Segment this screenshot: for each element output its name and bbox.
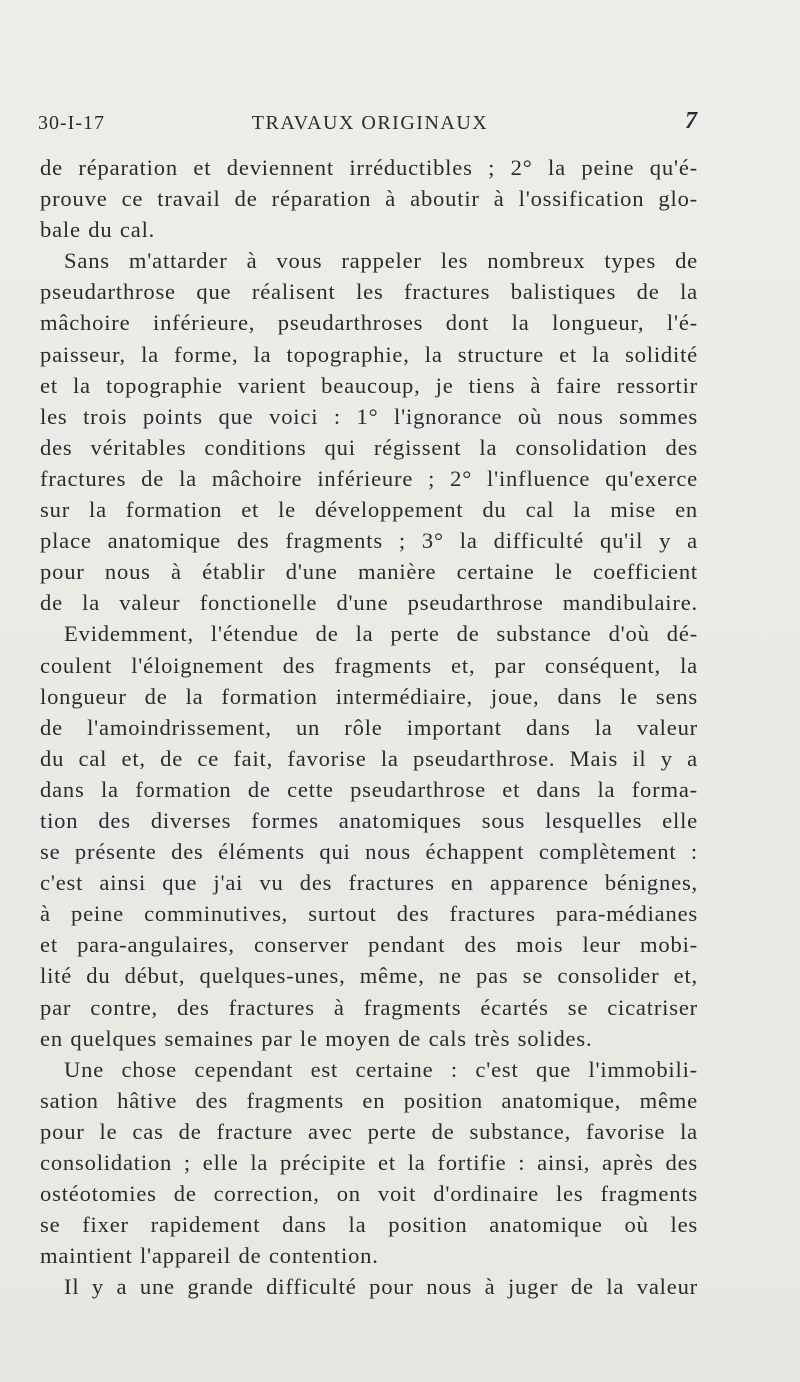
text-line: pour nous à établir d'une manière certaine le coefficient <box>40 559 698 585</box>
text-line: et la topographie varient beaucoup, je tiens à faire ressortir <box>40 372 698 398</box>
text-line: se présente des éléments qui nous échappent complètement : <box>40 839 698 865</box>
text-line: dans la formation de cette pseudarthrose et dans la forma- <box>40 776 698 802</box>
text-line: pour le cas de fracture avec perte de substance, favorise la <box>40 1118 698 1144</box>
text-line: Il y a une grande difficulté pour nous à juger de la valeur <box>64 1274 698 1300</box>
text-line: en quelques semaines par le moyen de cals très solides. <box>40 1025 593 1051</box>
header-date: 30-I-17 <box>38 112 105 134</box>
text-line: ostéotomies de correction, on voit d'ordinaire les fragments <box>40 1181 698 1207</box>
text-line: se fixer rapidement dans la position anatomique où les <box>40 1212 698 1238</box>
text-line: mâchoire inférieure, pseudarthroses dont la longueur, l'é- <box>40 310 698 336</box>
text-line: par contre, des fractures à fragments écartés se cicatriser <box>40 994 698 1020</box>
text-line: de réparation et deviennent irréductibles ; 2° la peine qu'é- <box>40 155 698 180</box>
text-line: du cal et, de ce fait, favorise la pseudarthrose. Mais il y a <box>40 745 698 771</box>
header-title: TRAVAUX ORIGINAUX <box>251 112 489 134</box>
text-line: consolidation ; elle la précipite et la fortifie : ainsi, après des <box>40 1150 698 1175</box>
running-header <box>38 108 702 138</box>
text-line: les trois points que voici : 1° l'ignorance où nous sommes <box>40 403 698 429</box>
text-line: de la valeur fonctionelle d'une pseudarthrose mandibulaire. <box>40 590 698 616</box>
text-line: Evidemment, l'étendue de la perte de substance d'où dé- <box>64 621 698 647</box>
text-line: Une chose cependant est certaine : c'est que l'immobili- <box>64 1056 698 1082</box>
text-line: Sans m'attarder à vous rappeler les nombreux types de <box>64 248 698 274</box>
text-line: coulent l'éloignement des fragments et, par conséquent, la <box>40 652 698 678</box>
text-line: paisseur, la forme, la topographie, la structure et la solidité <box>40 341 698 367</box>
text-line: des véritables conditions qui régissent la consolidation des <box>40 434 698 460</box>
text-line: maintient l'appareil de contention. <box>40 1243 379 1269</box>
text-line: fractures de la mâchoire inférieure ; 2° l'influence qu'exerce <box>40 465 698 491</box>
text-line: place anatomique des fragments ; 3° la difficulté qu'il y a <box>40 528 698 554</box>
text-line: lité du début, quelques-unes, même, ne pas se consolider et, <box>40 963 698 989</box>
text-line: tion des diverses formes anatomiques sous lesquelles elle <box>40 807 698 833</box>
text-line: pseudarthrose que réalisent les fractures balistiques de la <box>40 279 698 305</box>
text-line: c'est ainsi que j'ai vu des fractures en apparence bénignes, <box>40 870 698 896</box>
text-line: sation hâtive des fragments en position anatomique, même <box>40 1087 698 1113</box>
body-text <box>40 152 698 1302</box>
text-line: sur la formation et le développement du cal la mise en <box>40 497 698 523</box>
text-line: et para-angulaires, conserver pendant des mois leur mobi- <box>40 932 698 958</box>
page-number: 7 <box>685 108 698 134</box>
text-line: longueur de la formation intermédiaire, joue, dans le sens <box>40 683 698 709</box>
text-line: prouve ce travail de réparation à aboutir à l'ossification glo- <box>40 186 698 212</box>
text-line: bale du cal. <box>40 217 156 243</box>
text-line: à peine comminutives, surtout des fractures para-médianes <box>40 901 698 927</box>
text-line: de l'amoindrissement, un rôle important dans la valeur <box>40 714 698 740</box>
